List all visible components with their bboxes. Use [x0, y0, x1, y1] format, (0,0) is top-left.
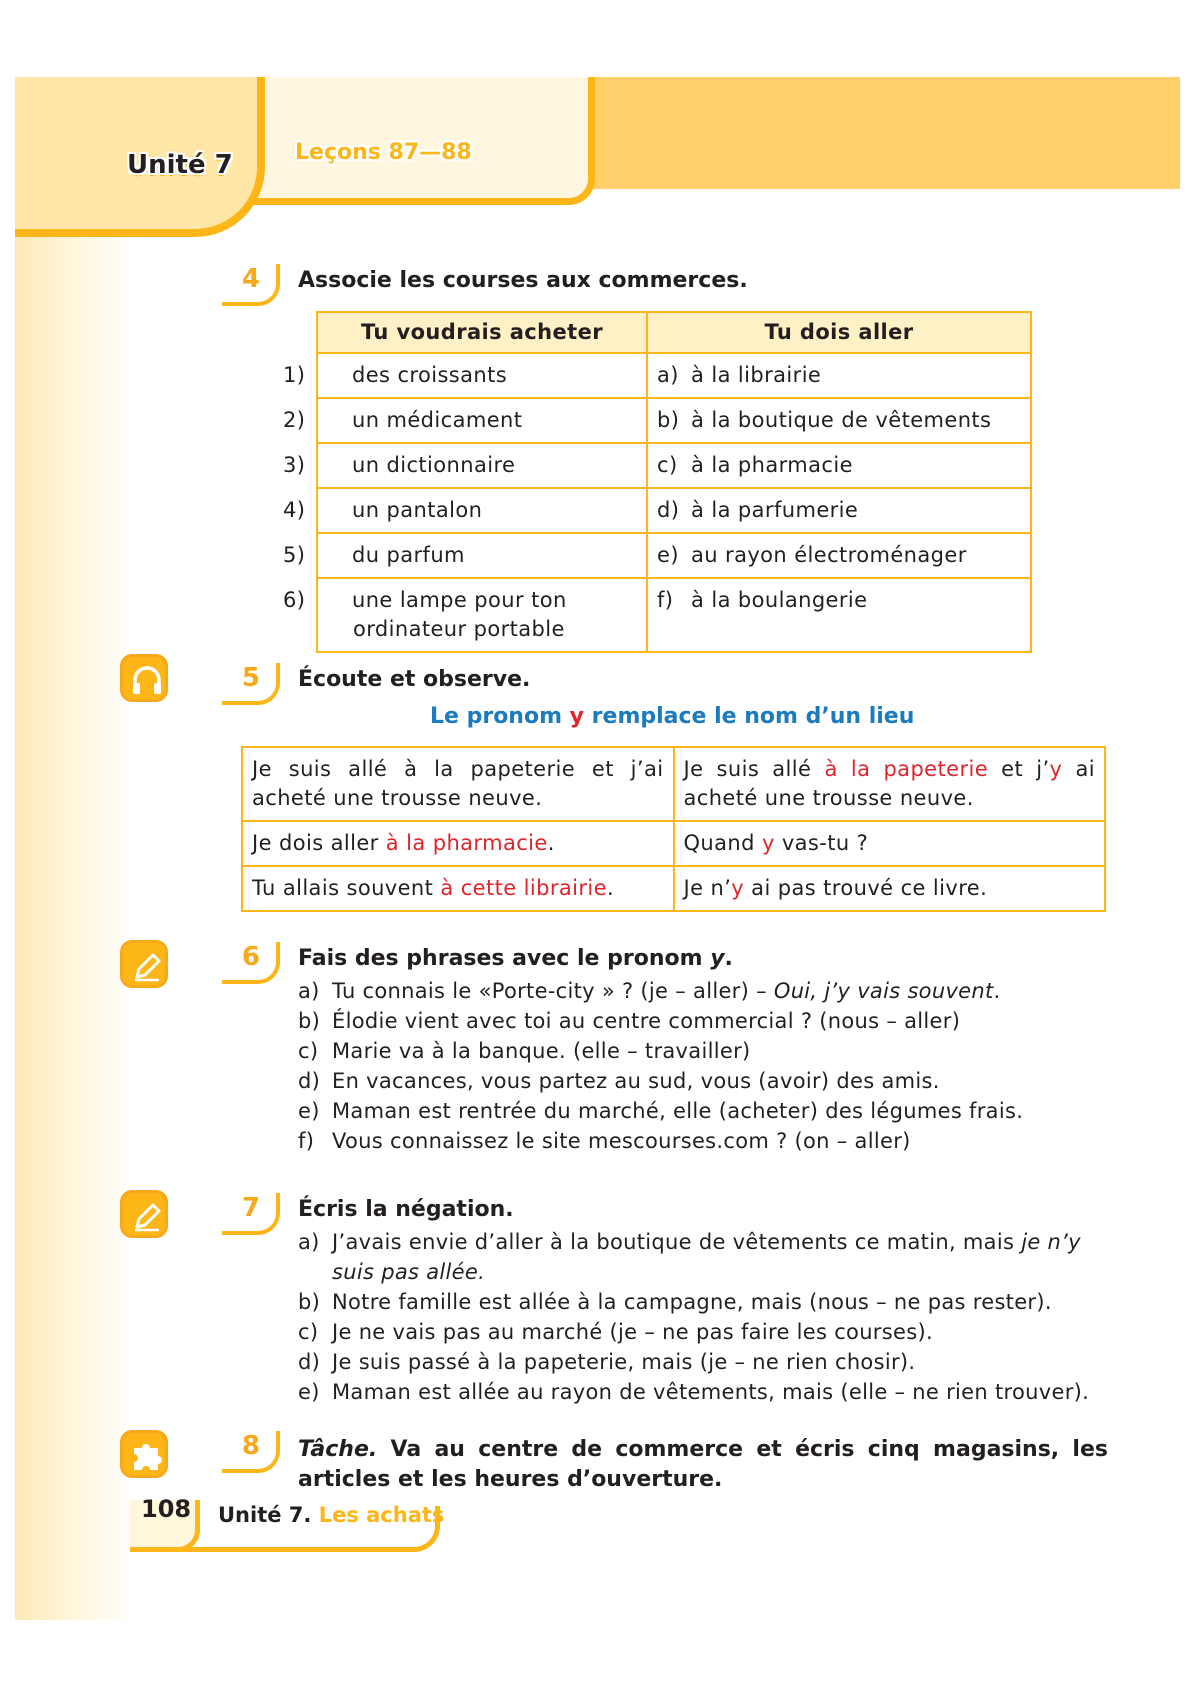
page-number: 108 [141, 1495, 192, 1523]
pronoun-examples-table [241, 746, 1106, 912]
list-item: e) Maman est allée au rayon de vêtements, mais (elle – ne rien trouver). [298, 1380, 1090, 1404]
exercise-number-6: 6 [222, 942, 282, 982]
list-item: c) Je ne vais pas au marché (je – ne pas faire les courses). [298, 1320, 933, 1344]
list-item: d) Je suis passé à la papeterie, mais (je – ne rien chosir). [298, 1350, 916, 1374]
list-item: f) Vous connaissez le site mescourses.com ? (on – aller) [298, 1129, 911, 1153]
list-item: a) Tu connais le «Porte-city » ? (je – aller) – Oui, j’y vais souvent. [298, 979, 1001, 1003]
headphones-icon [120, 654, 168, 702]
table-row: 6) une lampe pour ton ordinateur portable f) à la boulangerie [317, 578, 1031, 652]
list-item: a) J’avais envie d’aller à la boutique de vêtements ce matin, mais je n’y suis pas allée. [298, 1230, 1081, 1284]
table-row: 5) du parfum e) au rayon électroménager [317, 533, 1031, 578]
table-row: 2) un médicament b) à la boutique de vêtements [317, 398, 1031, 443]
exercise-number-5: 5 [222, 663, 282, 703]
exercise-7-title: Écris la négation. [298, 1197, 514, 1222]
exercise-5-title: Écoute et observe. [298, 667, 531, 692]
column-header-buy: Tu voudrais acheter [317, 312, 647, 353]
exercise-number-7: 7 [222, 1193, 282, 1233]
list-item: b) Notre famille est allée à la campagne, mais (nous – ne pas rester). [298, 1290, 1052, 1314]
list-item: d) En vacances, vous partez au sud, vous (avoir) des amis. [298, 1069, 940, 1093]
exercise-4-title: Associe les courses aux commerces. [298, 268, 748, 293]
table-row: 3) un dictionnaire c) à la pharmacie [317, 443, 1031, 488]
list-item: c) Marie va à la banque. (elle – travailler) [298, 1039, 751, 1063]
pencil-icon [120, 1190, 168, 1238]
matching-table [283, 311, 1032, 653]
lessons-label: Leçons 87—88 [295, 140, 472, 165]
unit-label: Unité 7 [127, 150, 233, 180]
exercise-7-list [298, 1227, 1108, 1407]
table-row: 1) des croissants a) à la librairie [317, 353, 1031, 398]
exercise-6-title: Fais des phrases avec le pronom y. [298, 946, 733, 971]
table-row: Je dois aller à la pharmacie. Quand y vas-tu ? [242, 821, 1105, 866]
list-item: e) Maman est rentrée du marché, elle (acheter) des légumes frais. [298, 1099, 1024, 1123]
rule-title: Le pronom y remplace le nom d’un lieu [430, 704, 915, 729]
table-row: Tu allais souvent à cette librairie. Je n’y ai pas trouvé ce livre. [242, 866, 1105, 911]
column-header-go: Tu dois aller [647, 312, 1031, 353]
header-bar [580, 77, 1180, 189]
puzzle-icon [120, 1430, 168, 1478]
list-item: b) Élodie vient avec toi au centre commercial ? (nous – aller) [298, 1009, 961, 1033]
exercise-8-title: Tâche. Va au centre de commerce et écris cinq magasins, les articles et les heures d’ouverture. [298, 1437, 1108, 1492]
footer-unit-title: Unité 7. Les achats [218, 1503, 445, 1527]
exercise-number-8: 8 [222, 1431, 282, 1471]
exercise-6-list [298, 976, 1108, 1156]
exercise-number-4: 4 [222, 264, 282, 304]
pencil-icon [120, 940, 168, 988]
table-row: 4) un pantalon d) à la parfumerie [317, 488, 1031, 533]
table-row: Je suis allé à la papeterie et j’ai acheté une trousse neuve. Je suis allé à la papeterie et j’y ai acheté une trousse neuve. [242, 747, 1105, 821]
